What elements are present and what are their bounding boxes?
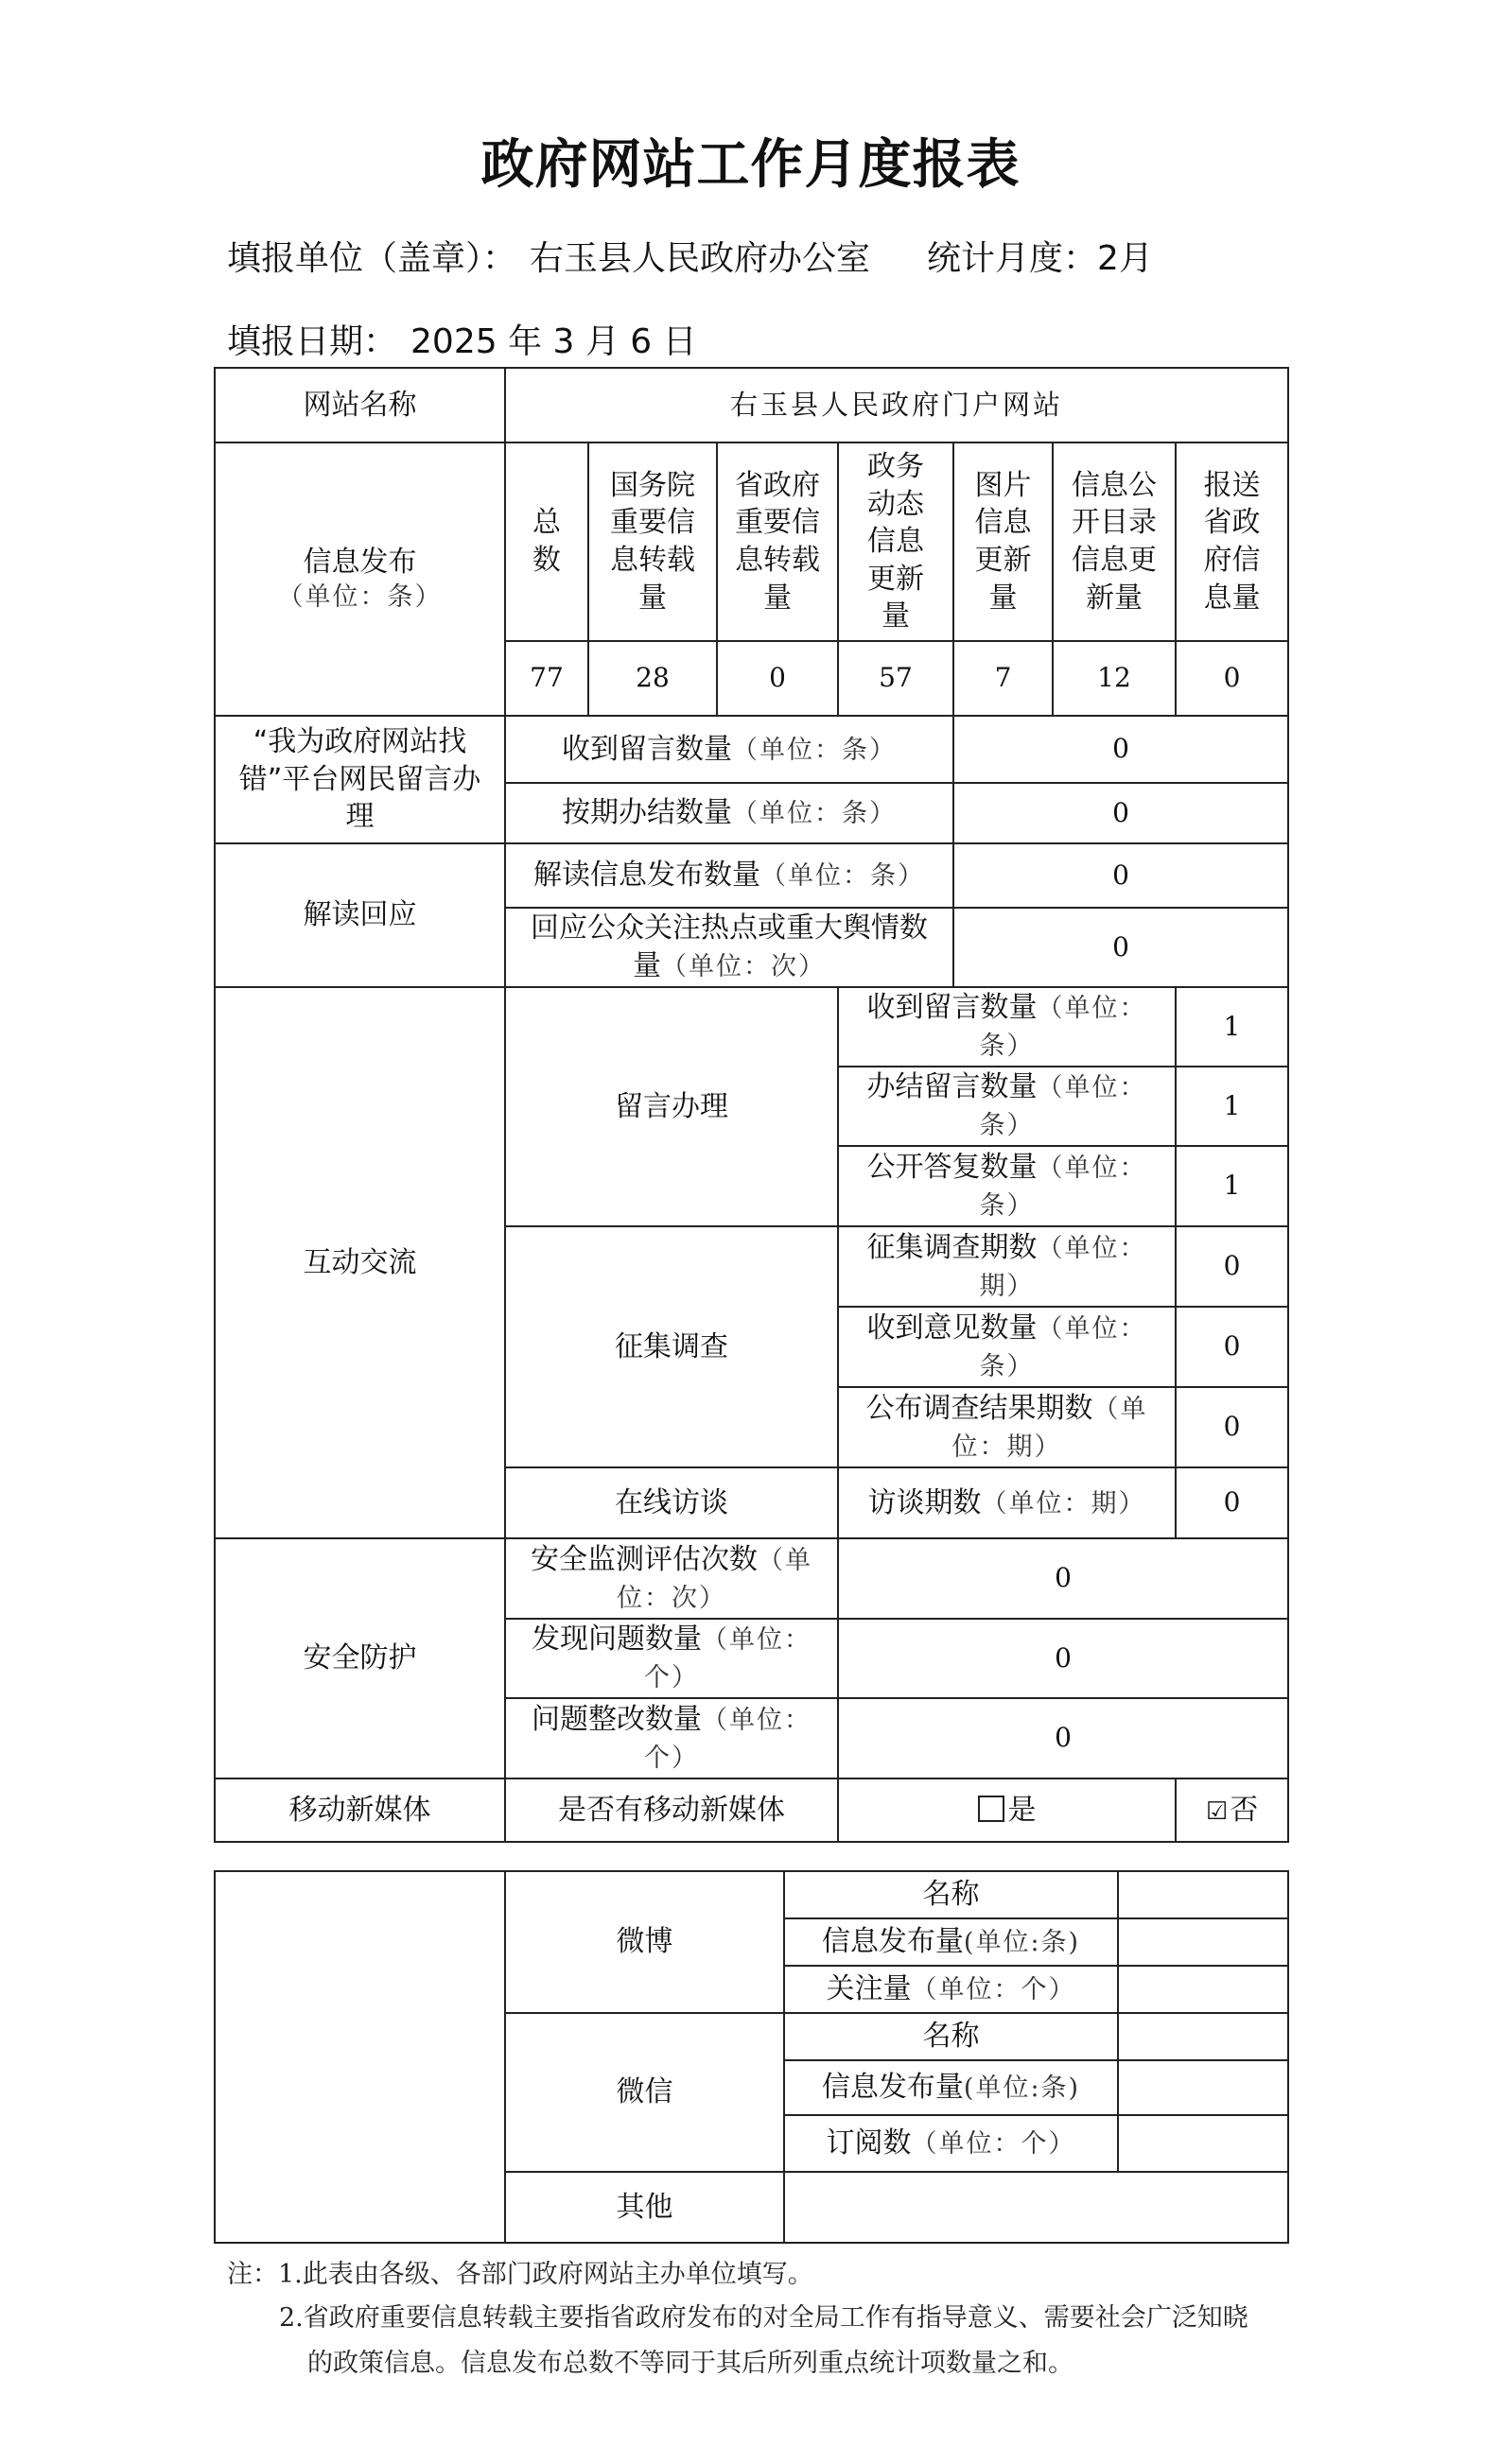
weibo-follow-label: 关注量（单位：个） [784, 1966, 1118, 2013]
col-disclosure: 信息公开目录信息更新量 [1053, 442, 1176, 641]
survey-label: 征集调查 [505, 1226, 838, 1467]
error-received-value: 0 [953, 716, 1288, 783]
new-media-detail-table [214, 1870, 1289, 2244]
wechat-subscribe-label: 订阅数（单位：个） [784, 2115, 1118, 2172]
msg-public-value: 1 [1176, 1146, 1288, 1226]
wechat-name-value[interactable] [1118, 2013, 1288, 2060]
interview-periods-value: 0 [1176, 1467, 1288, 1538]
info-publish-label [215, 442, 505, 716]
col-state-council: 国务院重要信息转载量 [588, 442, 717, 641]
header-line-2 [227, 315, 697, 363]
interaction-label: 互动交流 [215, 987, 505, 1538]
checked-box-icon[interactable]: ☑ [1205, 1796, 1229, 1826]
new-media-no-option[interactable] [1176, 1779, 1288, 1842]
unit-value: 右玉县人民政府办公室 [530, 239, 871, 278]
val-province: 0 [717, 641, 838, 716]
weibo-publish-label: 信息发布量(单位:条) [784, 1918, 1118, 1966]
survey-results-label: 公布调查结果期数（单位：期） [838, 1387, 1176, 1467]
new-media-yes-option[interactable] [838, 1779, 1176, 1842]
msg-closed-label: 办结留言数量（单位：条） [838, 1067, 1176, 1146]
survey-opinions-value: 0 [1176, 1307, 1288, 1387]
wechat-publish-label: 信息发布量(单位:条) [784, 2060, 1118, 2115]
info-publish-unit: （单位：条） [277, 582, 443, 613]
site-name-value: 右玉县人民政府门户网站 [505, 368, 1288, 442]
survey-periods-value: 0 [1176, 1226, 1288, 1307]
val-submitted: 0 [1176, 641, 1288, 716]
interp-response-label: 回应公众关注热点或重大舆情数量（单位：次） [505, 908, 953, 987]
other-media-value[interactable] [784, 2172, 1288, 2243]
interp-publish-label: 解读信息发布数量（单位：条） [505, 843, 953, 908]
error-handled-label: 按期办结数量（单位：条） [505, 783, 953, 843]
date-label: 填报日期： [227, 322, 398, 361]
sec-monitor-value: 0 [838, 1538, 1288, 1619]
survey-opinions-label: 收到意见数量（单位：条） [838, 1307, 1176, 1387]
unit-label: 填报单位（盖章）： [227, 239, 517, 278]
info-publish-title: 信息发布 [303, 545, 417, 579]
note-2-continued: 的政策信息。信息发布总数不等同于其后所列重点统计项数量之和。 [307, 2349, 1073, 2378]
month-value: 2月 [1097, 239, 1153, 278]
interp-response-value: 0 [953, 908, 1288, 987]
col-affairs: 政务动态信息更新量 [838, 442, 953, 641]
weibo-name-value[interactable] [1118, 1871, 1288, 1918]
col-picture: 图片信息更新量 [953, 442, 1053, 641]
survey-periods-label: 征集调查期数（单位：期） [838, 1226, 1176, 1307]
weibo-publish-value[interactable] [1118, 1918, 1288, 1966]
survey-results-value: 0 [1176, 1387, 1288, 1467]
val-picture: 7 [953, 641, 1053, 716]
error-platform-label: “我为政府网站找错”平台网民留言办理 [215, 716, 505, 843]
unchecked-box-icon[interactable] [978, 1796, 1004, 1822]
weibo-label: 微博 [505, 1871, 784, 2013]
header-line-1 [227, 232, 1153, 280]
report-title: 政府网站工作月度报表 [480, 133, 1021, 196]
sec-monitor-label: 安全监测评估次数（单位：次） [505, 1538, 838, 1619]
yes-label: 是 [1007, 1793, 1037, 1827]
col-province: 省政府重要信息转载量 [717, 442, 838, 641]
error-handled-value: 0 [953, 783, 1288, 843]
interview-label: 在线访谈 [505, 1467, 838, 1538]
wechat-name-label: 名称 [784, 2013, 1118, 2060]
date-value: 2025 年 3 月 6 日 [410, 322, 697, 361]
security-label: 安全防护 [215, 1538, 505, 1779]
msg-public-label: 公开答复数量（单位：条） [838, 1146, 1176, 1226]
wechat-label: 微信 [505, 2013, 784, 2172]
sec-found-value: 0 [838, 1619, 1288, 1698]
message-handling-label: 留言办理 [505, 987, 838, 1226]
no-label: 否 [1230, 1793, 1259, 1827]
sec-found-label: 发现问题数量（单位：个） [505, 1619, 838, 1698]
val-state-council: 28 [588, 641, 717, 716]
new-media-label: 移动新媒体 [215, 1779, 505, 1842]
val-affairs: 57 [838, 641, 953, 716]
msg-closed-value: 1 [1176, 1067, 1288, 1146]
month-label: 统计月度： [927, 239, 1098, 278]
interview-periods-label: 访谈期数（单位：期） [838, 1467, 1176, 1538]
col-submitted: 报送省政府信息量 [1176, 442, 1288, 641]
main-report-table [214, 367, 1289, 1843]
sec-fixed-label: 问题整改数量（单位：个） [505, 1698, 838, 1779]
new-media-question: 是否有移动新媒体 [505, 1779, 838, 1842]
val-disclosure: 12 [1053, 641, 1176, 716]
interp-publish-value: 0 [953, 843, 1288, 908]
col-total: 总数 [505, 442, 588, 641]
val-total: 77 [505, 641, 588, 716]
site-name-label: 网站名称 [215, 368, 505, 442]
note-1: 注：1.此表由各级、各部门政府网站主办单位填写。 [227, 2260, 813, 2289]
media-blank-cell [215, 1871, 505, 2243]
wechat-publish-value[interactable] [1118, 2060, 1288, 2115]
weibo-follow-value[interactable] [1118, 1966, 1288, 2013]
sec-fixed-value: 0 [838, 1698, 1288, 1779]
interpretation-label: 解读回应 [215, 843, 505, 987]
msg-received-label: 收到留言数量（单位：条） [838, 987, 1176, 1067]
note-2: 2.省政府重要信息转载主要指省政府发布的对全局工作有指导意义、需要社会广泛知晓 [279, 2303, 1248, 2333]
other-media-label: 其他 [505, 2172, 784, 2243]
wechat-subscribe-value[interactable] [1118, 2115, 1288, 2172]
msg-received-value: 1 [1176, 987, 1288, 1067]
error-received-label: 收到留言数量（单位：条） [505, 716, 953, 783]
weibo-name-label: 名称 [784, 1871, 1118, 1918]
